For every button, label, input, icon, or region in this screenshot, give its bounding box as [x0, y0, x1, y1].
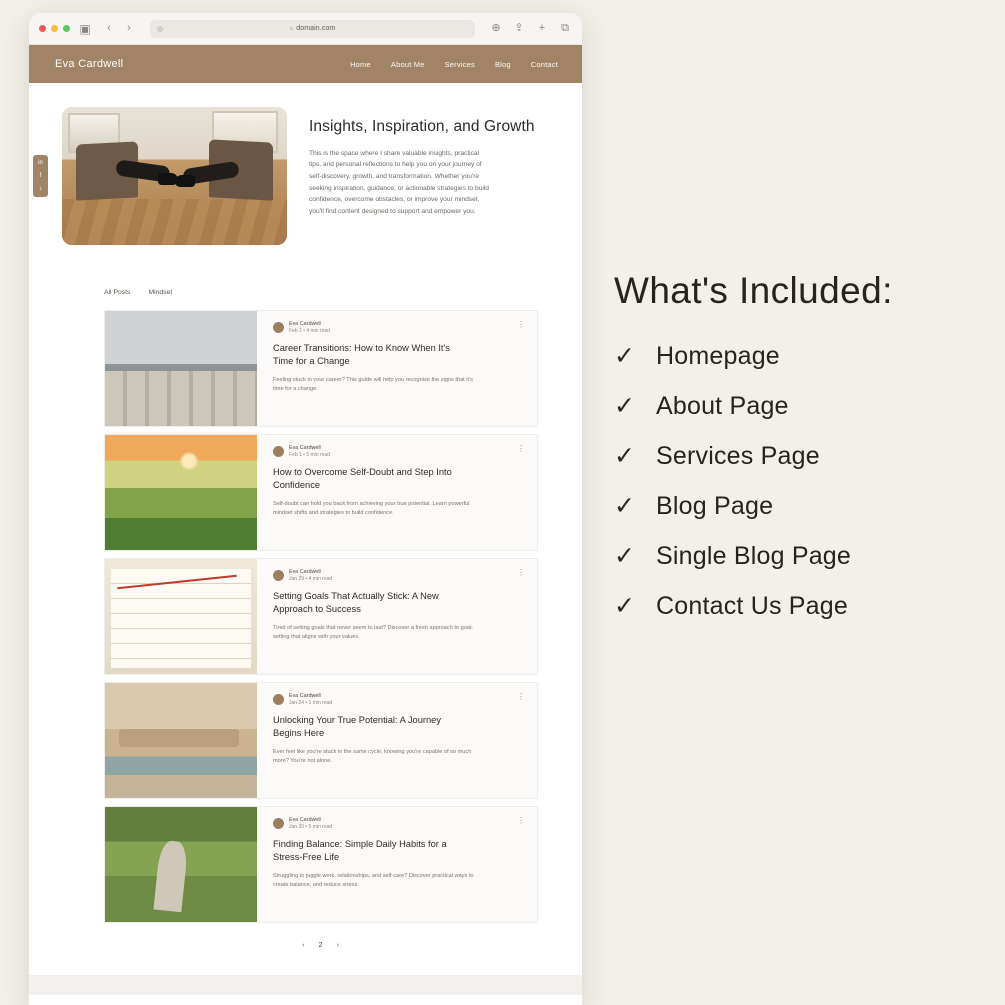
back-icon[interactable]: ‹ — [107, 22, 111, 34]
blog-filters[interactable] — [29, 245, 582, 304]
nav-item-home[interactable]: Home — [350, 59, 371, 69]
filter-all-posts[interactable]: All Posts — [104, 289, 131, 296]
footer-strip — [29, 975, 582, 995]
address-bar[interactable] — [150, 20, 475, 38]
included-label: Single Blog Page — [656, 542, 852, 570]
included-label: Homepage — [656, 342, 780, 370]
post-date: Jan 24 • 1 min read — [289, 700, 333, 706]
included-item-blog-page — [614, 492, 994, 521]
avatar — [273, 570, 284, 581]
check-icon: ✓ — [614, 592, 635, 620]
pagination[interactable] — [29, 930, 582, 949]
post-excerpt: Struggling to juggle work, relationships, and self-care? Discover practical ways to create balance, and reduce stress. — [273, 872, 474, 889]
post-card[interactable] — [104, 558, 538, 675]
post-card[interactable] — [104, 434, 538, 551]
post-thumbnail[interactable] — [105, 559, 257, 674]
chrome-right-icons[interactable] — [489, 22, 572, 36]
post-title[interactable]: Finding Balance: Simple Daily Habits for a Stress-Free Life — [273, 839, 447, 863]
post-author: Eva Cardwell — [289, 445, 321, 451]
browser-chrome-toolbar — [29, 13, 582, 45]
nav-arrows[interactable] — [102, 22, 136, 36]
nav-item-blog[interactable]: Blog — [494, 59, 511, 69]
post-meta — [273, 321, 523, 334]
avatar — [273, 694, 284, 705]
included-label: Services Page — [656, 442, 820, 470]
post-menu-icon[interactable]: ⋮ — [517, 320, 525, 329]
check-icon: ✓ — [614, 542, 635, 570]
lock-icon: ⌂ — [289, 25, 294, 32]
post-date: Feb 1 • 4 min read — [289, 328, 330, 334]
avatar — [273, 818, 284, 829]
post-title[interactable]: Career Transitions: How to Know When It's Time for a Change — [273, 343, 450, 367]
post-author: Eva Cardwell — [289, 817, 321, 823]
filter-mindset[interactable]: Mindset — [148, 289, 173, 296]
whats-included-panel — [614, 270, 994, 642]
post-body — [257, 683, 537, 798]
hero-copy — [309, 107, 560, 245]
post-title[interactable]: How to Overcome Self-Doubt and Step Into Confidence — [273, 467, 452, 491]
hero-image — [62, 107, 287, 245]
post-date: Feb 1 • 5 min read — [289, 452, 330, 458]
post-thumbnail[interactable] — [105, 683, 257, 798]
included-label: Contact Us Page — [656, 592, 848, 620]
website-viewport — [29, 45, 582, 1005]
check-icon: ✓ — [614, 342, 635, 370]
post-card[interactable] — [104, 806, 538, 923]
included-item-about-page — [614, 392, 994, 421]
post-date: Jan 20 • 5 min read — [289, 824, 333, 830]
footer-spacer — [29, 949, 582, 975]
hero-section — [29, 83, 582, 245]
site-header — [29, 45, 582, 83]
hero-image-wrap — [38, 107, 287, 245]
post-title[interactable]: Setting Goals That Actually Stick: A New Approach to Success — [273, 591, 439, 615]
post-menu-icon[interactable]: ⋮ — [517, 692, 525, 701]
post-list — [29, 304, 582, 923]
check-icon: ✓ — [614, 442, 635, 470]
post-excerpt: Tired of setting goals that never seem to last? Discover a fresh approach to goal-setting that aligns with your values. — [273, 624, 474, 641]
post-meta — [273, 569, 523, 582]
panel-heading: What's Included: — [614, 270, 893, 311]
share-icon[interactable]: ⇪ — [514, 22, 524, 34]
pagination-prev-icon[interactable]: ‹ — [302, 942, 305, 949]
check-icon: ✓ — [614, 492, 635, 520]
forward-icon[interactable]: › — [127, 22, 131, 34]
post-thumbnail[interactable] — [105, 311, 257, 426]
avatar — [273, 322, 284, 333]
post-menu-icon[interactable]: ⋮ — [517, 568, 525, 577]
avatar — [273, 446, 284, 457]
post-card[interactable] — [104, 682, 538, 799]
maximize-window-button[interactable] — [63, 25, 70, 32]
facebook-icon[interactable]: f — [39, 173, 42, 179]
included-item-homepage — [614, 342, 994, 371]
social-rail[interactable] — [33, 155, 48, 197]
pagination-next-icon[interactable]: › — [336, 942, 339, 949]
post-meta — [273, 445, 523, 458]
included-label: About Page — [656, 392, 789, 420]
check-icon: ✓ — [614, 392, 635, 420]
hero-paragraph: This is the space where I share valuable insights, practical tips, and personal reflections to help you on your journey of self-discovery, growth, and transformation. Whether you're seeking inspiration, guidance, or actionable strategies to build confidence, overcome obstacles, or improve your mindset, you'll find content designed to support and empower you. — [309, 149, 489, 215]
new-tab-icon[interactable]: + — [538, 22, 546, 34]
post-menu-icon[interactable]: ⋮ — [517, 816, 525, 825]
browser-window — [29, 13, 582, 1005]
post-excerpt: Feeling stuck in your career? This guide will help you recognize the signs that it's time for a change. — [273, 376, 473, 393]
post-thumbnail[interactable] — [105, 807, 257, 922]
post-meta — [273, 693, 523, 706]
post-body — [257, 559, 537, 674]
included-item-services-page — [614, 442, 994, 471]
included-item-contact-us-page — [614, 592, 994, 621]
extensions-icon[interactable]: ⊕ — [491, 22, 501, 34]
included-item-single-blog-page — [614, 542, 994, 571]
tab-overview-icon[interactable]: ⧉ — [561, 22, 569, 34]
reader-view-icon[interactable]: ◎ — [157, 25, 164, 33]
url-text: domain.com — [296, 25, 336, 32]
post-author: Eva Cardwell — [289, 569, 321, 575]
post-author: Eva Cardwell — [289, 693, 321, 699]
post-card[interactable] — [104, 310, 538, 427]
hero-title: Insights, Inspiration, and Growth — [309, 118, 535, 135]
tiktok-icon[interactable]: ♪ — [39, 186, 42, 192]
post-body — [257, 435, 537, 550]
post-menu-icon[interactable]: ⋮ — [517, 444, 525, 453]
post-thumbnail[interactable] — [105, 435, 257, 550]
nav-item-services[interactable]: Services — [444, 59, 475, 69]
post-author: Eva Cardwell — [289, 321, 321, 327]
post-excerpt: Self-doubt can hold you back from achieving your true potential. Learn powerful mindset shifts and strategies to build confidence. — [273, 500, 470, 517]
minimize-window-button[interactable] — [51, 25, 58, 32]
site-nav[interactable] — [350, 60, 558, 69]
post-body — [257, 311, 537, 426]
included-label: Blog Page — [656, 492, 774, 520]
linkedin-icon[interactable]: in — [38, 160, 43, 166]
close-window-button[interactable] — [39, 25, 46, 32]
nav-item-contact[interactable]: Contact — [530, 59, 558, 69]
post-excerpt: Ever feel like you're stuck in the same cycle, knowing you're capable of so much more? You're not alone. — [273, 748, 472, 765]
window-traffic-lights[interactable] — [39, 25, 70, 32]
post-date: Jan 29 • 4 min read — [289, 576, 333, 582]
sidebar-toggle-icon[interactable]: ▣ — [79, 21, 91, 36]
site-brand[interactable]: Eva Cardwell — [55, 58, 124, 70]
post-title[interactable]: Unlocking Your True Potential: A Journey Begins Here — [273, 715, 441, 739]
post-meta — [273, 817, 523, 830]
pagination-current-page[interactable]: 2 — [318, 942, 323, 949]
nav-item-about-me[interactable]: About Me — [390, 59, 425, 69]
post-body — [257, 807, 537, 922]
